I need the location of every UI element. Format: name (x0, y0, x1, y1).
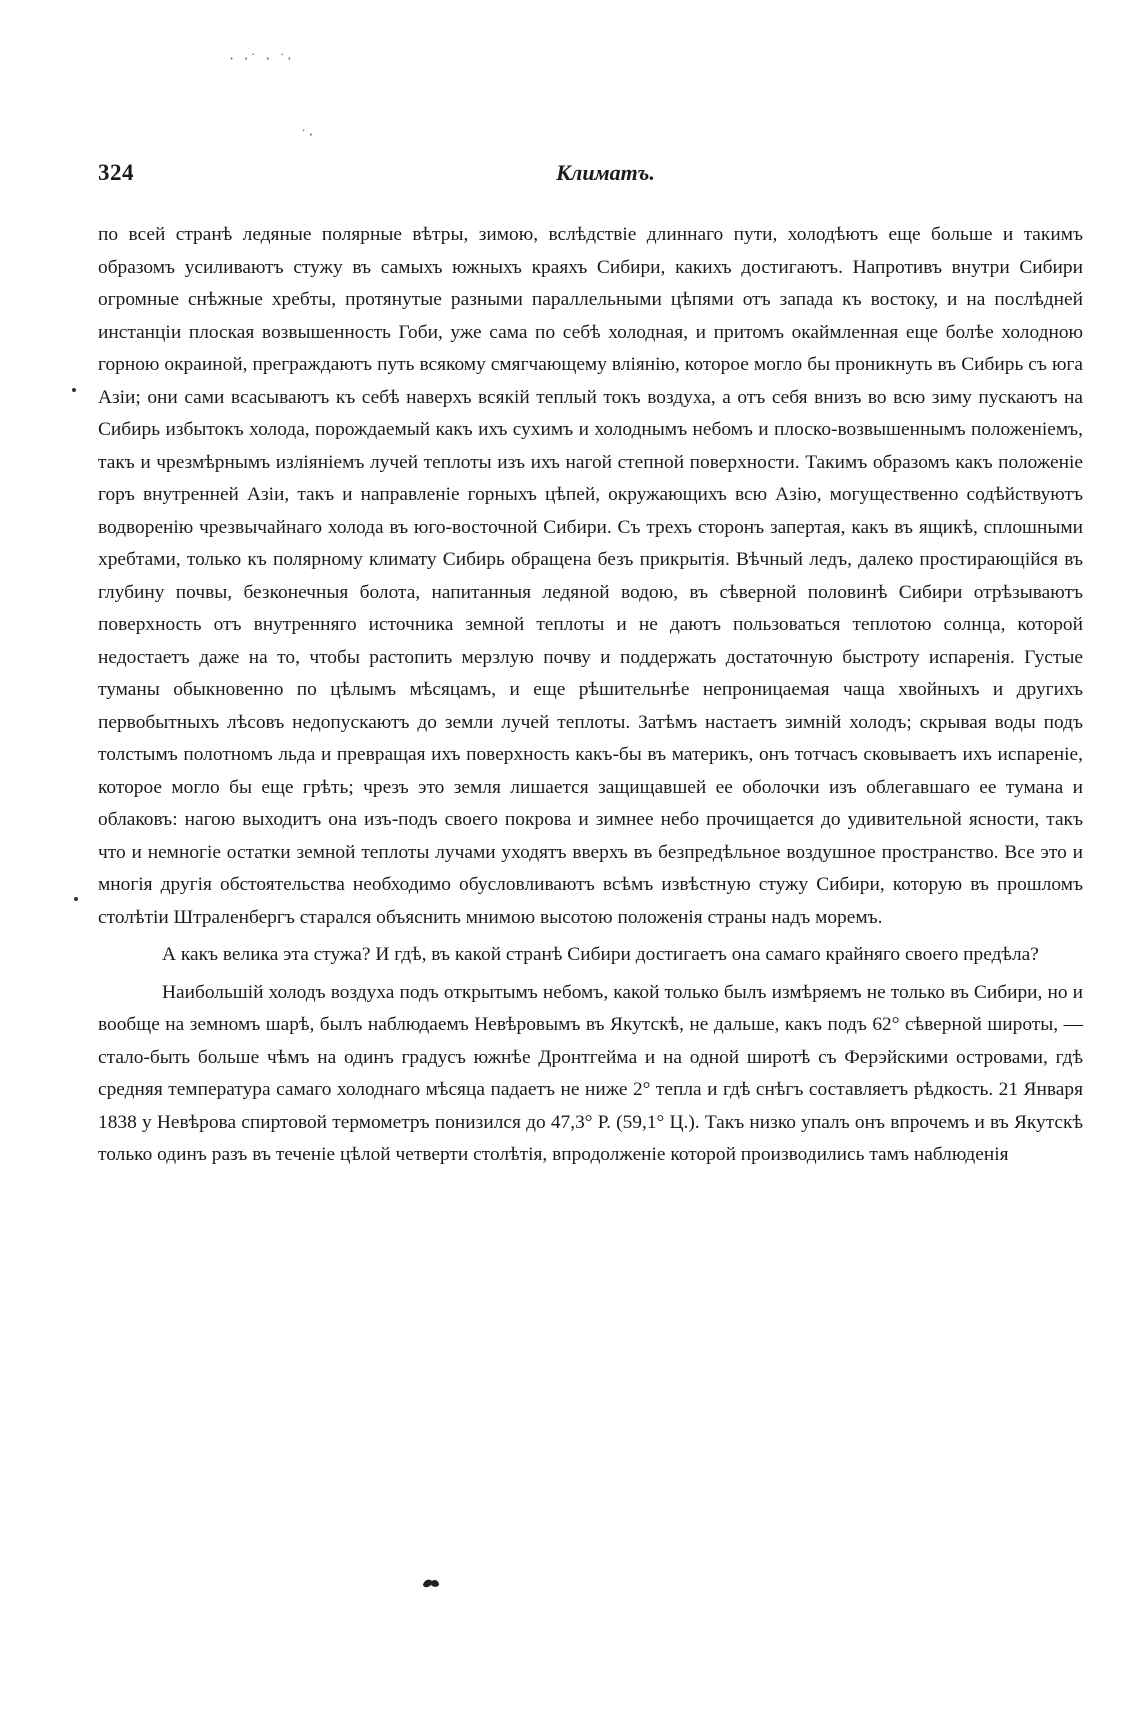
body-text (98, 219, 1083, 1172)
paragraph: А какъ велика эта стужа? И гдѣ, въ какой странѣ Сибири достигаетъ она самаго крайняго своего предѣла? (162, 944, 1039, 965)
page-number: 324 (98, 160, 134, 185)
scan-speck: ˙· (300, 128, 315, 142)
paragraph: Наибольшій холодъ воздуха подъ открытымъ небомъ, какой только былъ измѣряемъ не только въ Сибири, но и вообще на земномъ шарѣ, былъ наблюдаемъ Невѣровымъ въ Якутскѣ, не дальше, какъ подъ 62° сѣверной широты, — стало-быть больше чѣмъ на одинъ градусъ южнѣе Дронтгейма и на одной широтѣ съ Ферэйскими островами, гдѣ средняя температура самаго холоднаго мѣсяца падаетъ не ниже 2° тепла и гдѣ снѣгъ составляетъ рѣдкость. 21 Января 1838 у Невѣрова спиртовой термометръ понизился до 47,3° Р. (59,1° Ц.). Такъ низко упалъ онъ впрочемъ и въ Якутскѣ только одинъ разъ въ теченіе цѣлой четверти столѣтія, впродолженіе которой производились тамъ наблюденія (98, 981, 1083, 1165)
scan-speck (74, 897, 78, 901)
paragraph: по всей странѣ ледяные полярные вѣтры, зимою, вслѣдствіе длиннаго пути, холодѣютъ еще больше и такимъ образомъ усиливаютъ стужу въ самыхъ южныхъ краяхъ Сибири, какихъ достигаютъ. Напротивъ внутри Сибири огромные снѣжные хребты, протянутые разными параллельными цѣпями отъ запада къ востоку, и на послѣдней инстанціи плоская возвышенность Гоби, уже сама по себѣ холодная, и притомъ окаймленная еще болѣе холодною горною окраиной, преграждаютъ путь всякому смягчающему вліянію, которое могло бы проникнуть въ Сибирь съ юга Азіи; они сами всасываютъ къ себѣ наверхъ всякій теплый токъ воздуха, а отъ себя внизъ во всю зиму пускаютъ на Сибирь избытокъ холода, порождаемый какъ ихъ сухимъ и холоднымъ небомъ и плоско-возвышеннымъ положеніемъ, такъ и чрезмѣрнымъ изліяніемъ лучей теплоты изъ ихъ нагой степной поверхности. Такимъ образомъ какъ положеніе горъ внутренней Азіи, такъ и направленіе горныхъ цѣпей, окружающихъ всю Азію, могущественно содѣйствуютъ водворенію чрезвычайнаго холода въ юго-восточной Сибири. Съ трехъ сторонъ запертая, какъ въ ящикѣ, сплошными хребтами, только къ полярному климату Сибирь обращена безъ прикрытія. Вѣчный ледъ, далеко простирающійся въ глубину почвы, безконечныя болота, напитанныя ледяной водою, въ сѣверной половинѣ Сибири отрѣзываютъ поверхность отъ внутренняго источника земной теплоты и не даютъ пользоваться теплотою солнца, которой недостаетъ даже на то, чтобы растопить мерзлую почву и поддержать достаточную быстроту испаренія. Густые туманы обыкновенно по цѣлымъ мѣсяцамъ, и еще рѣшительнѣе непроницаемая чаща хвойныхъ и другихъ первобытныхъ лѣсовъ недопускаютъ до земли лучей теплоты. Затѣмъ настаетъ зимній холодъ; скрывая воды подъ толстымъ полотномъ льда и превращая ихъ поверхность какъ-бы въ материкъ, онъ тотчасъ сковываетъ ихъ испареніе, которое могло бы еще грѣть; чрезъ это земля лишается защищавшей ее оболочки изъ облегавшаго ее тумана и облаковъ: нагою выходитъ она изъ-подъ своего покрова и зимнее небо прочищается до удивительной ясности, такъ что и немногіе остатки земной теплоты лучами уходятъ вверхъ въ безпредѣльное воздушное пространство. Все это и многія другія обстоятельства необходимо обусловливаютъ всѣмъ извѣстную стужу Сибири, которую въ прошломъ столѣтіи Штраленбергъ старался объяснить мнимою высотою положенія страны надъ моремъ. (98, 224, 1083, 928)
running-title: Климатъ. (556, 160, 655, 185)
page-header (98, 160, 1083, 200)
scan-speck: · ·˙ · ˙· (228, 52, 294, 66)
scan-speck (72, 388, 76, 392)
ink-blot-mark (421, 1576, 441, 1590)
